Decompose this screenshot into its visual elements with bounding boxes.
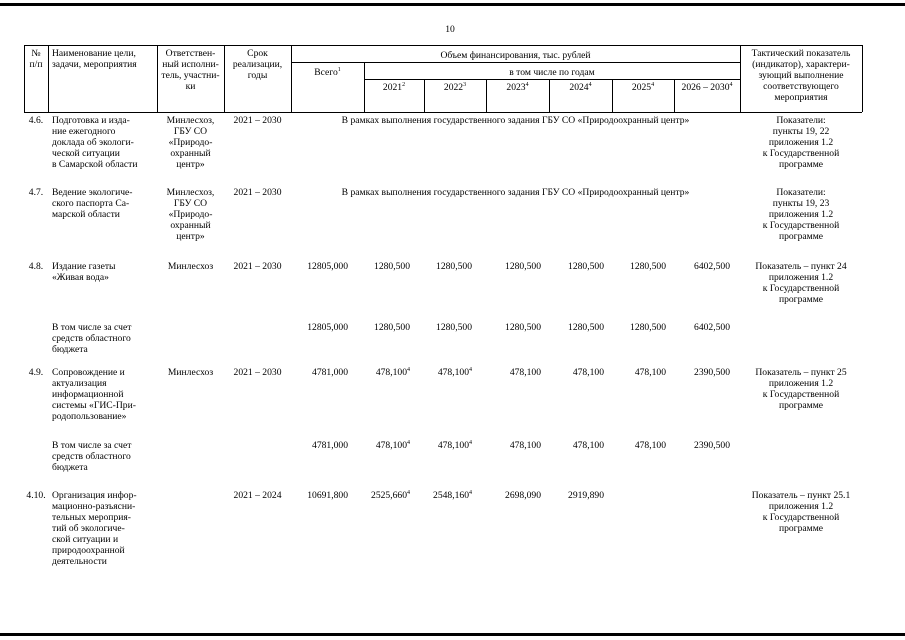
row-executor — [157, 159, 224, 170]
row-year-value-text: 1280,500 — [505, 261, 541, 272]
row-year-value-text: 1280,500 — [374, 322, 410, 333]
header-year-text: 2026 – 2030 — [681, 82, 730, 93]
header-indicator — [740, 59, 862, 70]
row-number-text: 4.7. — [28, 187, 44, 198]
row-year-value-text: 2548,160 — [433, 490, 469, 501]
header-num-text: № — [31, 48, 41, 59]
row-name — [52, 556, 157, 567]
row-indicator — [740, 283, 862, 294]
row-indicator — [740, 198, 862, 209]
row-name-text: природоохранной — [52, 545, 125, 556]
row-indicator — [740, 220, 862, 231]
row-name — [52, 198, 157, 209]
header-by-years-text: в том числе по годам — [509, 67, 595, 78]
row-indicator-text: Показатель – пункт 25.1 — [751, 490, 851, 501]
row-executor — [157, 261, 224, 272]
row-indicator — [740, 231, 862, 242]
row-year-value-text: 2525,660 — [371, 490, 407, 501]
row-name-text: ского паспорта Са- — [52, 198, 130, 209]
row-total-text: 4781,000 — [312, 367, 348, 378]
row-indicator-text: Показатель – пункт 25 — [755, 367, 847, 378]
row-year-value — [364, 261, 410, 272]
row-indicator — [740, 187, 862, 198]
row-indicator — [740, 159, 862, 170]
row-year-value-text: 1280,500 — [505, 322, 541, 333]
row-year-value-text: 1280,500 — [436, 261, 472, 272]
row-year-value-text: 2390,500 — [694, 440, 730, 451]
header-indicator-text: зующий выполнение — [758, 70, 844, 81]
row-year-value-text: 478,100 — [634, 367, 666, 378]
row-term-text: 2021 – 2030 — [233, 187, 282, 198]
header-indicator — [740, 81, 862, 92]
row-number-text: 4.9. — [28, 367, 44, 378]
row-term — [224, 187, 291, 198]
row-total — [291, 261, 348, 272]
row-number-text: 4.8. — [28, 261, 44, 272]
header-fin-title-text: Объем финансирования, тыс. рублей — [440, 50, 591, 61]
row-subtotal-name-text: бюджета — [52, 462, 88, 473]
row-term-text: 2021 – 2030 — [233, 367, 282, 378]
header-term-text: Срок — [247, 48, 268, 59]
header-year-footnote: 4 — [729, 82, 733, 88]
row-year-value — [549, 367, 604, 378]
row-total — [291, 490, 348, 501]
header-year-footnote: 4 — [651, 82, 655, 88]
row-executor — [157, 187, 224, 198]
row-year-value-text: 1280,500 — [568, 322, 604, 333]
row-year-value-text: 478,100 — [572, 367, 604, 378]
row-total-text: 10691,800 — [307, 490, 348, 501]
row-year-value-text: 478,100 — [375, 440, 407, 451]
row-name-text: родопользование» — [52, 411, 127, 422]
header-year-footnote: 4 — [588, 82, 592, 88]
row-name-text: мационно-разъясни- — [52, 501, 136, 512]
row-year-value — [549, 440, 604, 451]
row-term — [224, 367, 291, 378]
row-year-value — [424, 440, 472, 451]
row-indicator-text: программе — [778, 523, 824, 534]
row-name-text: актуализация — [52, 378, 107, 389]
row-indicator-text: приложения 1.2 — [768, 272, 834, 283]
header-year-text: 2022 — [443, 82, 464, 93]
row-indicator — [740, 261, 862, 272]
row-name-text: ние ежегодного — [52, 126, 116, 137]
header-term-text: годы — [247, 70, 268, 81]
row-year-value — [424, 367, 472, 378]
row-indicator — [740, 389, 862, 400]
row-year-value — [424, 322, 472, 333]
header-name-text: задачи, мероприятия — [52, 59, 137, 70]
row-year-value-text: 478,100 — [437, 440, 469, 451]
row-executor-text: центр» — [176, 159, 205, 170]
row-year-value — [364, 440, 410, 451]
row-subtotal-name — [52, 322, 157, 333]
header-exec-text: ный исполни- — [162, 59, 219, 70]
row-name — [52, 261, 157, 272]
row-year-value — [674, 322, 730, 333]
row-note — [291, 187, 740, 198]
row-executor-text: охранный — [170, 220, 211, 231]
row-executor — [157, 126, 224, 137]
row-indicator — [740, 490, 862, 501]
row-name — [52, 137, 157, 148]
header-exec — [157, 48, 224, 59]
row-year-value — [424, 490, 472, 501]
header-exec-text: ки — [185, 81, 196, 92]
row-indicator-text: приложения 1.2 — [768, 209, 834, 220]
row-indicator — [740, 501, 862, 512]
row-year-value-text: 1280,500 — [374, 261, 410, 272]
row-year-value — [486, 322, 541, 333]
row-name-text: ческой ситуации — [52, 148, 120, 159]
row-year-value-text: 6402,500 — [694, 261, 730, 272]
row-indicator-text: приложения 1.2 — [768, 378, 834, 389]
row-indicator-text: пункты 19, 22 — [772, 126, 830, 137]
row-indicator — [740, 512, 862, 523]
row-year-value-footnote: 4 — [469, 490, 472, 496]
row-number — [24, 261, 48, 272]
row-name — [52, 411, 157, 422]
row-note-text: В рамках выполнения государственного задания ГБУ СО «Природоохранный центр» — [341, 115, 690, 126]
row-executor — [157, 209, 224, 220]
row-executor-text: центр» — [176, 231, 205, 242]
row-name — [52, 523, 157, 534]
header-by-years — [364, 67, 740, 78]
row-subtotal-name — [52, 462, 157, 473]
header-year-footnote: 3 — [463, 82, 467, 88]
row-number-text: 4.6. — [28, 115, 44, 126]
row-year-value — [486, 490, 541, 501]
row-subtotal-name — [52, 344, 157, 355]
header-year-text: 2021 — [382, 82, 403, 93]
header-term — [224, 70, 291, 81]
row-term-text: 2021 – 2030 — [233, 115, 282, 126]
row-subtotal-name-text: средств областного — [52, 333, 131, 344]
row-indicator — [740, 272, 862, 283]
row-year-value — [364, 322, 410, 333]
row-year-value-text: 478,100 — [509, 367, 541, 378]
row-total-text: 4781,000 — [312, 440, 348, 451]
row-name — [52, 126, 157, 137]
header-term — [224, 48, 291, 59]
row-name — [52, 545, 157, 556]
row-indicator — [740, 115, 862, 126]
row-executor — [157, 231, 224, 242]
row-year-value — [549, 261, 604, 272]
row-year-value — [612, 261, 666, 272]
row-year-value-footnote: 4 — [469, 367, 472, 373]
header-exec — [157, 81, 224, 92]
row-name — [52, 148, 157, 159]
row-year-value — [674, 440, 730, 451]
row-indicator — [740, 209, 862, 220]
row-executor-text: «Природо- — [168, 209, 213, 220]
header-fin-line — [291, 62, 740, 63]
row-name-text: марской области — [52, 209, 120, 220]
row-executor — [157, 220, 224, 231]
row-total-text: 12805,000 — [307, 322, 348, 333]
row-year-value-text: 1280,500 — [436, 322, 472, 333]
row-year-value — [364, 367, 410, 378]
row-term-text: 2021 – 2030 — [233, 261, 282, 272]
header-exec — [157, 59, 224, 70]
row-indicator-text: приложения 1.2 — [768, 137, 834, 148]
header-name — [52, 48, 157, 59]
row-year-value-text: 1280,500 — [630, 322, 666, 333]
row-name-text: системы «ГИС-При- — [52, 400, 136, 411]
header-col-line — [48, 45, 49, 112]
header-indicator-text: соответствующего — [763, 81, 839, 92]
header-name-text: Наименование цели, — [52, 48, 136, 59]
header-total-text: Всего — [314, 67, 338, 78]
header-indicator — [740, 48, 862, 59]
header-top-line — [24, 45, 862, 46]
row-year-value-footnote: 4 — [407, 440, 410, 446]
row-year-value — [364, 490, 410, 501]
row-indicator-text: программе — [778, 159, 824, 170]
scan-bottom-border — [0, 633, 905, 636]
header-year-footnote: 2 — [402, 82, 406, 88]
row-year-value — [486, 367, 541, 378]
row-executor-text: ГБУ СО — [173, 198, 208, 209]
row-name-text: ской ситуации и — [52, 534, 119, 545]
row-name-text: «Живая вода» — [52, 272, 109, 283]
row-indicator — [740, 126, 862, 137]
header-year-text: 2025 — [631, 82, 652, 93]
row-year-value-text: 478,100 — [375, 367, 407, 378]
header-year-text: 2024 — [569, 82, 589, 93]
row-name — [52, 400, 157, 411]
row-subtotal-name — [52, 451, 157, 462]
row-name — [52, 534, 157, 545]
row-name — [52, 209, 157, 220]
header-exec-text: тель, участни- — [161, 70, 220, 81]
row-name — [52, 490, 157, 501]
header-num — [24, 48, 48, 59]
row-year-value — [612, 440, 666, 451]
row-indicator — [740, 294, 862, 305]
header-total-footnote: 1 — [337, 67, 341, 73]
row-total-text: 12805,000 — [307, 261, 348, 272]
row-executor — [157, 115, 224, 126]
row-name-text: Ведение экологиче- — [52, 187, 133, 198]
row-year-value-text: 478,100 — [572, 440, 604, 451]
row-year-value — [486, 261, 541, 272]
row-year-value — [612, 367, 666, 378]
header-num-text: п/п — [29, 59, 43, 70]
row-subtotal-name-text: В том числе за счет — [52, 440, 132, 451]
header-fin-title — [291, 50, 740, 61]
row-number — [24, 367, 48, 378]
page-number-text: 10 — [445, 24, 455, 35]
row-executor — [157, 198, 224, 209]
row-note — [291, 115, 740, 126]
row-indicator-text: к Государственной — [762, 148, 840, 159]
header-years-line — [364, 79, 740, 80]
row-year-value-text: 1280,500 — [568, 261, 604, 272]
row-name — [52, 367, 157, 378]
row-year-value-footnote: 4 — [407, 367, 410, 373]
row-term — [224, 490, 291, 501]
header-exec-text: Ответствен- — [165, 48, 216, 59]
header-term — [224, 59, 291, 70]
row-year-value — [549, 490, 604, 501]
row-term-text: 2021 – 2024 — [233, 490, 282, 501]
row-indicator-text: Показатель – пункт 24 — [755, 261, 847, 272]
row-note-text: В рамках выполнения государственного задания ГБУ СО «Природоохранный центр» — [341, 187, 690, 198]
row-year-value — [674, 261, 730, 272]
header-year — [674, 82, 740, 93]
row-number — [24, 490, 48, 501]
row-name — [52, 159, 157, 170]
row-term — [224, 115, 291, 126]
header-year — [549, 82, 612, 93]
header-year — [486, 82, 549, 93]
row-indicator — [740, 367, 862, 378]
row-indicator-text: программе — [778, 231, 824, 242]
row-total — [291, 367, 348, 378]
row-year-value — [486, 440, 541, 451]
row-indicator-text: Показатели: — [776, 187, 826, 198]
row-subtotal-name-text: средств областного — [52, 451, 131, 462]
row-name — [52, 512, 157, 523]
row-total — [291, 322, 348, 333]
row-name-text: Организация инфор- — [52, 490, 137, 501]
row-indicator-text: программе — [778, 400, 824, 411]
row-name — [52, 378, 157, 389]
row-term — [224, 261, 291, 272]
row-name-text: Сопровождение и — [52, 367, 125, 378]
row-year-value-text: 1280,500 — [630, 261, 666, 272]
row-name — [52, 115, 157, 126]
row-number — [24, 115, 48, 126]
row-year-value-text: 6402,500 — [694, 322, 730, 333]
row-number-text: 4.10. — [26, 490, 46, 501]
header-year — [612, 82, 674, 93]
header-indicator-text: мероприятия — [774, 92, 828, 103]
header-col-line — [862, 45, 863, 112]
row-indicator-text: приложения 1.2 — [768, 501, 834, 512]
row-year-value-text: 478,100 — [634, 440, 666, 451]
row-indicator-text: к Государственной — [762, 283, 840, 294]
row-indicator-text: программе — [778, 294, 824, 305]
header-indicator-text: (индикатор), характери- — [752, 59, 850, 70]
row-indicator — [740, 148, 862, 159]
row-indicator — [740, 137, 862, 148]
header-year-footnote: 4 — [525, 82, 529, 88]
header-year — [364, 82, 424, 93]
row-executor — [157, 137, 224, 148]
header-term-text: реализации, — [232, 59, 283, 70]
header-num — [24, 59, 48, 70]
header-bottom-line — [24, 112, 862, 113]
row-subtotal-name-text: бюджета — [52, 344, 88, 355]
row-name-text: тельных мероприя- — [52, 512, 131, 523]
row-executor-text: Минлесхоз, — [166, 115, 215, 126]
row-indicator — [740, 378, 862, 389]
page-number — [430, 24, 470, 35]
row-name — [52, 501, 157, 512]
row-name — [52, 272, 157, 283]
row-year-value-footnote: 4 — [469, 440, 472, 446]
row-year-value-text: 478,100 — [437, 367, 469, 378]
row-executor-text: Минлесхоз — [167, 261, 214, 272]
row-year-value-text: 2390,500 — [694, 367, 730, 378]
row-indicator-text: к Государственной — [762, 220, 840, 231]
row-subtotal-name — [52, 333, 157, 344]
header-indicator-text: Тактический показатель — [751, 48, 851, 59]
header-exec — [157, 70, 224, 81]
row-name — [52, 187, 157, 198]
row-name-text: Издание газеты — [52, 261, 116, 272]
row-total — [291, 440, 348, 451]
row-indicator — [740, 523, 862, 534]
header-name — [52, 59, 157, 70]
scan-top-border — [0, 3, 905, 6]
row-indicator-text: к Государственной — [762, 389, 840, 400]
row-year-value — [674, 367, 730, 378]
row-number — [24, 187, 48, 198]
row-executor-text: Минлесхоз — [167, 367, 214, 378]
row-name-text: информационной — [52, 389, 124, 400]
row-executor-text: охранный — [170, 148, 211, 159]
row-name-text: в Самарской области — [52, 159, 138, 170]
row-executor-text: Минлесхоз, — [166, 187, 215, 198]
row-executor-text: ГБУ СО — [173, 126, 208, 137]
row-name-text: тий об экологиче- — [52, 523, 125, 534]
row-year-value — [549, 322, 604, 333]
row-year-value-text: 478,100 — [509, 440, 541, 451]
row-year-value-footnote: 4 — [407, 490, 410, 496]
header-year-text: 2023 — [506, 82, 526, 93]
row-indicator-text: Показатели: — [776, 115, 826, 126]
row-executor — [157, 367, 224, 378]
row-executor-text: «Природо- — [168, 137, 213, 148]
row-name — [52, 389, 157, 400]
row-indicator-text: к Государственной — [762, 512, 840, 523]
row-executor — [157, 148, 224, 159]
row-year-value-text: 2698,090 — [505, 490, 541, 501]
row-subtotal-name — [52, 440, 157, 451]
row-year-value — [424, 261, 472, 272]
header-year — [424, 82, 486, 93]
row-subtotal-name-text: В том числе за счет — [52, 322, 132, 333]
header-indicator — [740, 92, 862, 103]
row-name-text: деятельности — [52, 556, 107, 567]
row-indicator-text: пункты 19, 23 — [772, 198, 830, 209]
header-indicator — [740, 70, 862, 81]
header-total — [291, 67, 364, 78]
row-name-text: доклада об экологи- — [52, 137, 134, 148]
row-year-value-text: 2919,890 — [568, 490, 604, 501]
row-indicator — [740, 400, 862, 411]
row-year-value — [612, 322, 666, 333]
row-name-text: Подготовка и изда- — [52, 115, 130, 126]
